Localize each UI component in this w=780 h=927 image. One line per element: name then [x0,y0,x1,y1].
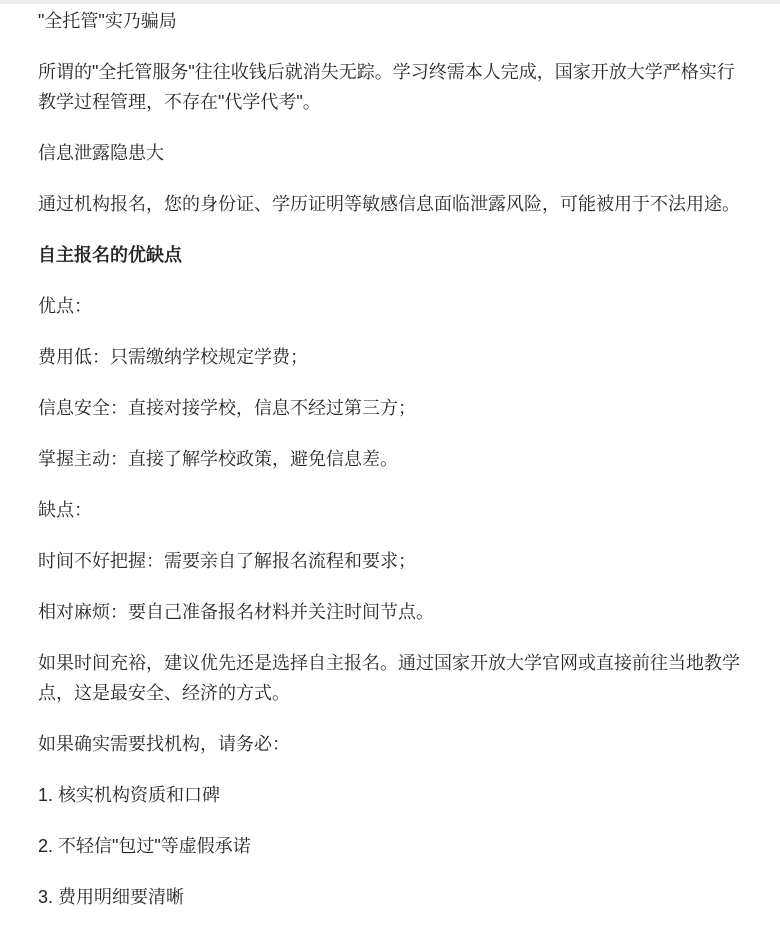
sub-heading-scam: "全托管"实乃骗局 [38,11,177,31]
list-item-clear-fees: 3. 费用明细要清晰 [38,887,185,907]
paragraph-pro-low-cost: 费用低：只需缴纳学校规定学费； [38,347,308,367]
paragraph-scam-detail: 所谓的"全托管服务"往往收钱后就消失无踪。学习终需本人完成，国家开放大学严格实行教学过程管理，不存在"代学代考"。 [38,62,735,112]
paragraph-agency-advice-intro: 如果确实需要找机构，请务必： [38,734,290,754]
label-pros: 优点： [38,296,92,316]
list-item-verify-agency: 1. 核实机构资质和口碑 [38,785,221,805]
paragraph-info-leak-detail: 通过机构报名，您的身份证、学历证明等敏感信息面临泄露风险，可能被用于不法用途。 [38,194,740,214]
paragraph-pro-initiative: 掌握主动：直接了解学校政策，避免信息差。 [38,449,398,469]
list-item-no-false-promises: 2. 不轻信"包过"等虚假承诺 [38,836,251,856]
document-body [0,6,780,912]
paragraph-pro-info-safety: 信息安全：直接对接学校，信息不经过第三方； [38,398,416,418]
section-heading-pros-cons: 自主报名的优缺点 [38,245,182,265]
label-cons: 缺点： [38,500,92,520]
paragraph-recommendation: 如果时间充裕，建议优先还是选择自主报名。通过国家开放大学官网或直接前往当地教学点，这是最安全、经济的方式。 [38,653,740,703]
paragraph-con-timing: 时间不好把握：需要亲自了解报名流程和要求； [38,551,416,571]
sub-heading-info-leak: 信息泄露隐患大 [38,143,164,163]
top-divider [0,0,780,4]
paragraph-con-hassle: 相对麻烦：要自己准备报名材料并关注时间节点。 [38,602,434,622]
